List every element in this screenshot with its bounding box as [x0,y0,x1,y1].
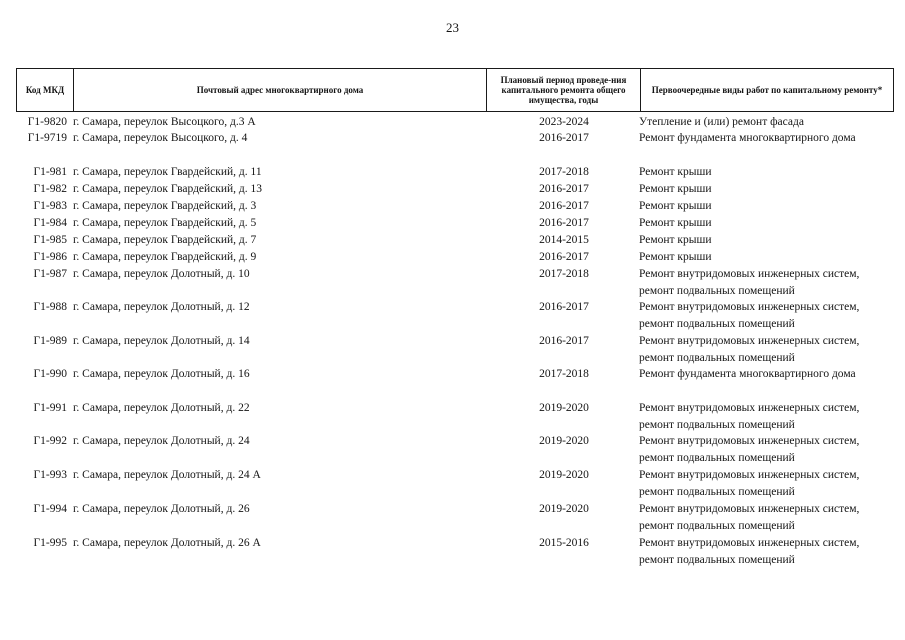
row-works [639,433,897,466]
row-period: 2015-2016 [539,537,589,549]
works-line: Ремонт внутридомовых инженерных систем, [639,469,860,481]
row-address: г. Самара, переулок Долотный, д. 14 [73,335,250,347]
works-line: ремонт подвальных помещений [639,317,795,330]
row-code: Г1-985 [33,234,67,246]
works-line: Ремонт крыши [639,251,712,263]
row-code: Г1-987 [33,268,67,280]
row-code: Г1-9820 [27,116,67,128]
row-works [639,266,897,299]
works-line: ремонт подвальных помещений [639,284,795,297]
row-code: Г1-988 [33,301,67,313]
works-line: Ремонт внутридомовых инженерных систем, [639,402,860,414]
row-address: г. Самара, переулок Долотный, д. 26 А [73,537,261,549]
works-line: Ремонт фундамента многоквартирного дома [639,368,856,380]
row-works [639,249,897,266]
works-line: ремонт подвальных помещений [639,485,795,498]
header-address: Почтовый адрес многоквартирного дома [74,69,487,111]
row-code: Г1-981 [33,166,67,178]
row-code: Г1-9719 [27,132,67,144]
row-code: Г1-993 [33,469,67,481]
works-line: ремонт подвальных помещений [639,418,795,431]
works-line: ремонт подвальных помещений [639,519,795,532]
works-line: Ремонт внутридомовых инженерных систем, [639,537,860,549]
row-works [639,215,897,232]
row-code: Г1-986 [33,251,67,263]
works-line: Ремонт внутридомовых инженерных систем, [639,503,860,515]
row-period: 2016-2017 [539,132,589,144]
row-address: г. Самара, переулок Долотный, д. 24 [73,435,250,447]
header-works: Первоочередные виды работ по капитальному ремонту* [651,85,883,95]
works-line: Ремонт крыши [639,217,712,229]
row-period: 2016-2017 [539,251,589,263]
table-header [16,68,894,112]
row-address: г. Самара, переулок Долотный, д. 16 [73,368,250,380]
works-line: Ремонт крыши [639,200,712,212]
row-works [639,400,897,433]
row-code: Г1-994 [33,503,67,515]
works-line: Ремонт крыши [639,166,712,178]
row-period: 2017-2018 [539,368,589,380]
row-code: Г1-982 [33,183,67,195]
row-works [639,114,897,131]
row-works [639,130,897,147]
row-address: г. Самара, переулок Долотный, д. 24 А [73,469,261,481]
header-code: Код МКД [17,69,74,111]
row-address: г. Самара, переулок Долотный, д. 22 [73,402,250,414]
row-address: г. Самара, переулок Гвардейский, д. 3 [73,200,257,212]
works-line: ремонт подвальных помещений [639,351,795,364]
row-address: г. Самара, переулок Долотный, д. 12 [73,301,250,313]
row-code: Г1-992 [33,435,67,447]
row-code: Г1-990 [33,368,67,380]
row-period: 2019-2020 [539,469,589,481]
row-address: г. Самара, переулок Долотный, д. 10 [73,268,250,280]
row-works [639,232,897,249]
row-address: г. Самара, переулок Высоцкого, д.3 А [73,116,256,128]
row-period: 2017-2018 [539,166,589,178]
row-address: г. Самара, переулок Гвардейский, д. 7 [73,234,257,246]
row-code: Г1-984 [33,217,67,229]
page-number: 23 [446,20,459,35]
row-period: 2016-2017 [539,301,589,313]
row-code: Г1-995 [33,537,67,549]
row-works [639,501,897,534]
row-address: г. Самара, переулок Гвардейский, д. 11 [73,166,262,178]
row-period: 2019-2020 [539,402,589,414]
row-address: г. Самара, переулок Гвардейский, д. 5 [73,217,257,229]
row-works [639,467,897,500]
row-address: г. Самара, переулок Гвардейский, д. 9 [73,251,257,263]
row-works [639,198,897,215]
row-period: 2019-2020 [539,503,589,515]
row-works [639,181,897,198]
row-period: 2023-2024 [539,116,589,128]
row-works [639,299,897,332]
row-period: 2016-2017 [539,335,589,347]
row-works [639,164,897,181]
works-line: Ремонт внутридомовых инженерных систем, [639,335,860,347]
works-line: Ремонт внутридомовых инженерных систем, [639,301,860,313]
works-line: ремонт подвальных помещений [639,553,795,566]
row-code: Г1-991 [33,402,67,414]
row-works [639,366,897,383]
row-period: 2016-2017 [539,183,589,195]
works-line: Ремонт крыши [639,183,712,195]
row-address: г. Самара, переулок Высоцкого, д. 4 [73,132,248,144]
works-line: ремонт подвальных помещений [639,451,795,464]
works-line: Ремонт фундамента многоквартирного дома [639,132,856,144]
row-period: 2014-2015 [539,234,589,246]
row-works [639,333,897,366]
row-address: г. Самара, переулок Гвардейский, д. 13 [73,183,263,195]
row-period: 2019-2020 [539,435,589,447]
works-line: Ремонт крыши [639,234,712,246]
row-address: г. Самара, переулок Долотный, д. 26 [73,503,250,515]
works-line: Ремонт внутридомовых инженерных систем, [639,268,860,280]
works-line: Утепление и (или) ремонт фасада [639,116,804,128]
row-period: 2017-2018 [539,268,589,280]
row-works [639,535,897,568]
header-period: Плановый период проведе-ния капитального ремонта общего имущества, годы [487,69,641,111]
row-period: 2016-2017 [539,217,589,229]
row-code: Г1-989 [33,335,67,347]
row-period: 2016-2017 [539,200,589,212]
works-line: Ремонт внутридомовых инженерных систем, [639,435,860,447]
row-code: Г1-983 [33,200,67,212]
